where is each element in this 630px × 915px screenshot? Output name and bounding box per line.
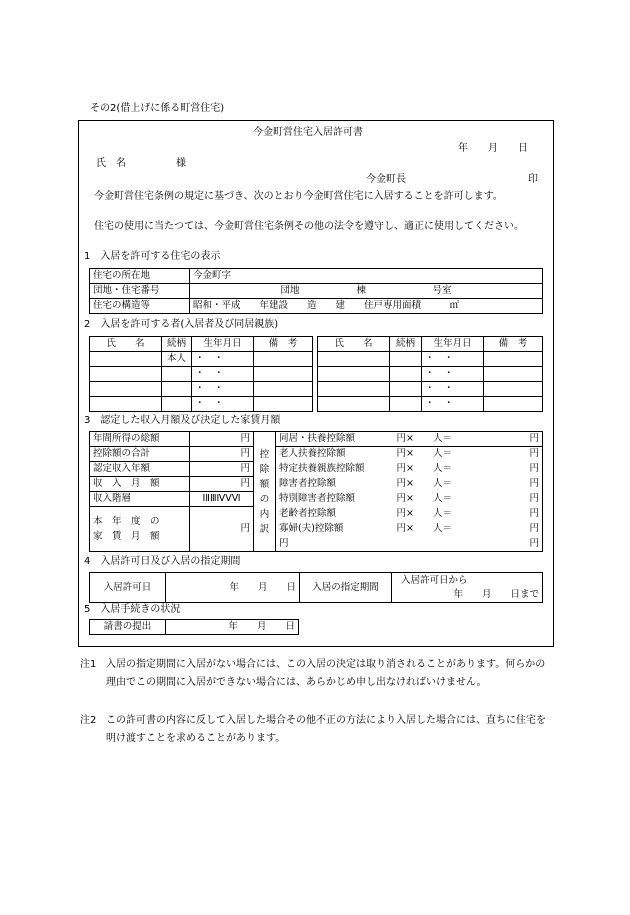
relation-self: 本人 <box>162 352 192 367</box>
col-birthdate: 生年月日 <box>192 337 254 352</box>
housing-value: 昭和・平成 年建設 造 建 住戸専用面積 ㎡ <box>190 299 543 314</box>
income-label: 収 入 月 額 <box>90 477 190 492</box>
income-unit: 円 <box>190 462 254 477</box>
note-text: この許可書の内容に反して入居した場合その他不正の方法により入居した場合には、直ちに住宅を明け渡すことを求めることがあります。 <box>106 715 546 744</box>
pledge-date: 年 月 日 <box>166 620 299 635</box>
rent-label: 本 年 度 の 家 賃 月 額 <box>90 507 190 552</box>
income-unit: 円 <box>190 447 254 462</box>
section2-heading: 2 入居を許可する者(入居者及び同居親族) <box>84 319 279 330</box>
housing-row <box>90 269 543 284</box>
deduction-label: 特定扶養親族控除額 <box>279 463 365 475</box>
deduction-unit: 円 <box>504 432 543 447</box>
birthdate-blank: ・ ・ <box>192 382 254 397</box>
birthdate-blank: ・ ・ <box>192 352 254 367</box>
rent-unit: 円 <box>190 507 254 552</box>
period-value <box>392 573 543 603</box>
col-remarks: 備 考 <box>254 337 313 352</box>
section4-heading: 4 入居許可日及び入居の指定期間 <box>84 556 241 567</box>
deduction-label: 老人扶養控除額 <box>279 448 346 460</box>
permit-date-label: 入居許可日 <box>90 573 166 603</box>
addressee: 氏 名 様 <box>96 158 186 169</box>
occupants-table-right <box>317 336 543 412</box>
deduction-calc: 円× 人＝ <box>396 493 452 505</box>
note-text: 入居の指定期間に入居がない場合には、この入居の決定は取り消されることがあります。何らかの理由でこの期間に入居ができない場合には、あらかじめ申し出なければいけません。 <box>106 659 546 688</box>
note-1 <box>82 656 554 692</box>
deduction-calc: 円× 人＝ <box>396 508 452 520</box>
housing-table <box>89 268 543 314</box>
deduction-unit: 円 <box>504 462 543 477</box>
occupant-row <box>318 397 543 412</box>
issue-date: 年 月 日 <box>458 143 528 154</box>
deduction-calc: 円× 人＝ <box>394 432 504 447</box>
occupant-row <box>318 352 543 367</box>
deduction-unit: 円 <box>504 522 543 537</box>
col-name: 氏 名 <box>318 337 390 352</box>
deduction-calc: 円× 人＝ <box>396 478 452 490</box>
income-unit: 円 <box>190 432 254 447</box>
deduction-label: 同居・扶養控除額 <box>276 432 394 447</box>
section3-heading: 3 認定した収入月額及び決定した家賃月額 <box>84 415 281 426</box>
deduction-calc: 円× 人＝ <box>396 463 452 475</box>
birthdate-blank: ・ ・ <box>422 367 484 382</box>
occupant-row <box>318 382 543 397</box>
period-label: 入居の指定期間 <box>300 573 392 603</box>
deduction-total-unit: 円 <box>504 537 543 552</box>
col-relation: 続柄 <box>390 337 422 352</box>
income-bracket: ⅠⅡⅢⅣⅤⅥ <box>190 492 254 507</box>
period-table <box>89 572 543 603</box>
period-from: 入居許可日から <box>401 574 468 586</box>
deduction-calc: 円× 人＝ <box>396 523 452 535</box>
body-paragraph-1: 今金町営住宅条例の規定に基づき、次のとおり今金町営住宅に入居することを許可します。 <box>84 191 503 202</box>
birthdate-blank: ・ ・ <box>422 397 484 412</box>
income-label: 年間所得の総額 <box>90 432 190 447</box>
deduction-label: 老齢者控除額 <box>279 508 337 520</box>
birthdate-blank: ・ ・ <box>192 397 254 412</box>
occupant-row <box>90 397 313 412</box>
deduction-unit: 円 <box>504 477 543 492</box>
occupant-row <box>90 352 313 367</box>
deduction-unit: 円 <box>504 447 543 462</box>
body-paragraph-2: 住宅の使用に当たつては、今金町営住宅条例その他の法令を遵守し、適正に使用してください。 <box>84 221 524 232</box>
note-number: 注1 <box>80 659 97 670</box>
deduction-label: 障害者控除額 <box>279 478 337 490</box>
permit-date-value: 年 月 日 <box>166 573 300 603</box>
header-caption: その2(借上げに係る町営住宅) <box>90 103 225 114</box>
pledge-label: 請書の提出 <box>90 620 166 635</box>
housing-label: 住宅の所在地 <box>90 269 190 284</box>
income-unit: 円 <box>190 477 254 492</box>
period-to: 年 月 日まで <box>453 588 539 600</box>
income-label: 認定収入年額 <box>90 462 190 477</box>
housing-value: 団地 棟 号室 <box>190 284 543 299</box>
section5-heading: 5 入居手続きの状況 <box>84 604 181 615</box>
deduction-label: 寡婦(夫)控除額 <box>279 523 344 535</box>
deduction-breakdown-label: 控 除 額 の 内 訳 <box>254 432 276 552</box>
issuer: 今金町長 <box>366 174 406 185</box>
deduction-unit: 円 <box>504 492 543 507</box>
birthdate-blank: ・ ・ <box>192 367 254 382</box>
income-label: 収入階層 <box>90 492 190 507</box>
housing-label: 住宅の構造等 <box>90 299 190 314</box>
housing-row <box>90 299 543 314</box>
deduction-label: 特別障害者控除額 <box>279 493 356 505</box>
deduction-calc: 円× 人＝ <box>396 448 452 460</box>
col-remarks: 備 考 <box>484 337 543 352</box>
procedure-table <box>89 619 299 635</box>
occupants-table-left <box>89 336 313 412</box>
deduction-extra: 円 <box>276 537 394 552</box>
income-table <box>89 431 543 552</box>
col-birthdate: 生年月日 <box>422 337 484 352</box>
occupant-row <box>90 382 313 397</box>
housing-row <box>90 284 543 299</box>
occupant-row <box>318 367 543 382</box>
section1-heading: 1 入居を許可する住宅の表示 <box>84 251 221 262</box>
income-label: 控除額の合計 <box>90 447 190 462</box>
note-2 <box>82 712 554 748</box>
occupant-row <box>90 367 313 382</box>
col-relation: 続柄 <box>162 337 192 352</box>
birthdate-blank: ・ ・ <box>422 352 484 367</box>
document-title: 今金町営住宅入居許可書 <box>253 127 363 138</box>
seal-mark: 印 <box>528 174 538 185</box>
housing-value: 今金町字 <box>190 269 543 284</box>
col-name: 氏 名 <box>90 337 162 352</box>
note-number: 注2 <box>80 715 97 726</box>
deduction-unit: 円 <box>504 507 543 522</box>
housing-label: 団地・住宅番号 <box>90 284 190 299</box>
birthdate-blank: ・ ・ <box>422 382 484 397</box>
